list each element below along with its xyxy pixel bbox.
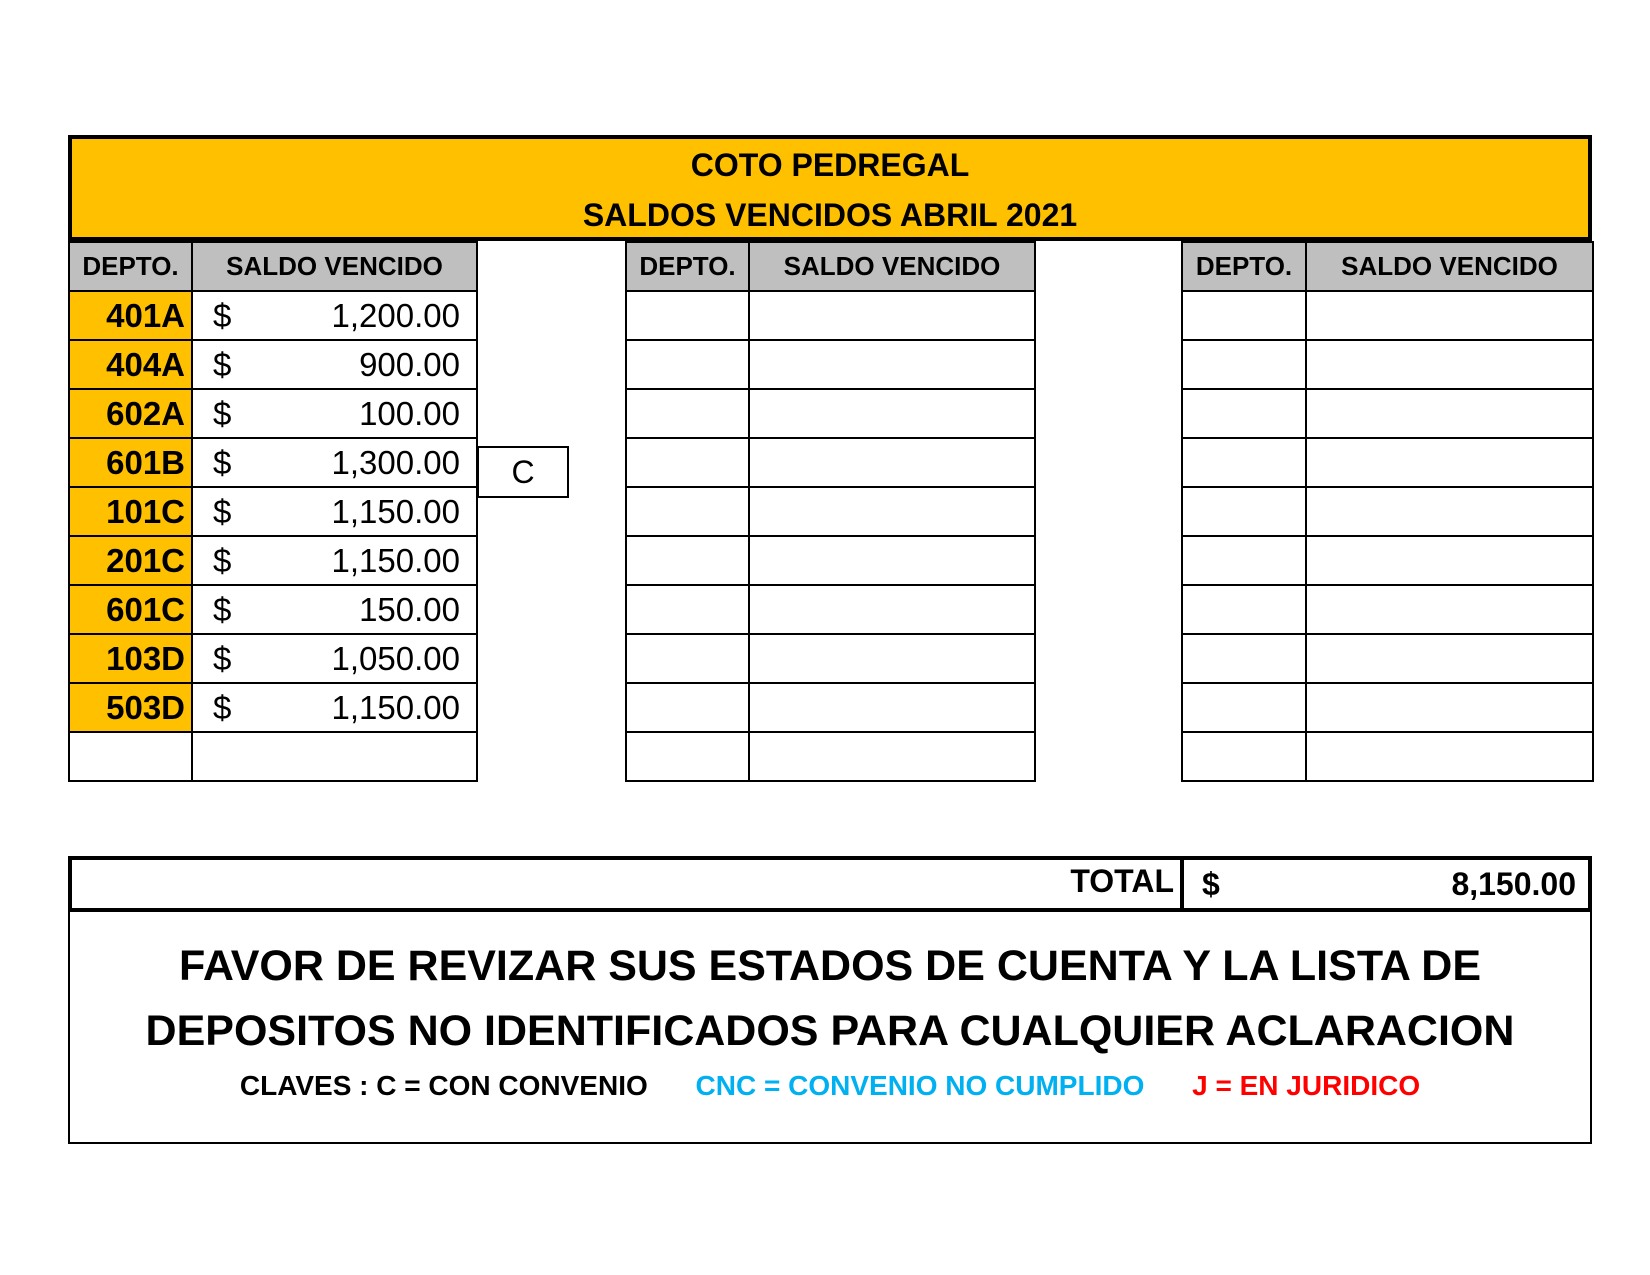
- empty-cell: [749, 732, 1035, 781]
- table-row: [69, 340, 477, 389]
- empty-cell: [1182, 340, 1306, 389]
- legend-j: J = EN JURIDICO: [1192, 1070, 1421, 1101]
- legend-claves: [70, 1070, 1590, 1102]
- table-row: [69, 487, 477, 536]
- table-row-empty: [1182, 732, 1593, 781]
- empty-cell: [749, 634, 1035, 683]
- balance-table-2: [625, 241, 1036, 782]
- table-row-empty: [69, 732, 477, 781]
- table-row-empty: [1182, 683, 1593, 732]
- currency-sign: $: [213, 296, 232, 334]
- message-box: [68, 912, 1592, 1144]
- col-header-depto: DEPTO.: [1182, 242, 1306, 291]
- table-row-empty: [626, 634, 1035, 683]
- empty-cell: [749, 389, 1035, 438]
- empty-cell: [626, 389, 749, 438]
- empty-cell: [1306, 683, 1593, 732]
- table-row-empty: [626, 389, 1035, 438]
- table-row: [69, 291, 477, 340]
- table-row: [69, 634, 477, 683]
- depto-cell: 602A: [69, 389, 192, 438]
- total-label: TOTAL: [68, 856, 1184, 912]
- sheet-title: COTO PEDREGAL: [690, 147, 970, 183]
- row-note-601b: C: [477, 446, 569, 498]
- saldo-cell: [192, 683, 477, 732]
- empty-cell: [192, 732, 477, 781]
- table-row: [69, 438, 477, 487]
- depto-cell: 103D: [69, 634, 192, 683]
- message-line-2: DEPOSITOS NO IDENTIFICADOS PARA CUALQUIER ACLARACION: [145, 1007, 1515, 1055]
- table-row-empty: [1182, 487, 1593, 536]
- empty-cell: [1182, 634, 1306, 683]
- currency-sign: $: [213, 345, 232, 383]
- empty-cell: [1306, 291, 1593, 340]
- currency-sign: $: [213, 394, 232, 432]
- empty-cell: [1182, 732, 1306, 781]
- amount-value: 1,150.00: [331, 492, 460, 530]
- table-row-empty: [1182, 536, 1593, 585]
- empty-cell: [1306, 340, 1593, 389]
- message-line-1: FAVOR DE REVIZAR SUS ESTADOS DE CUENTA Y LA LISTA DE: [178, 942, 1482, 990]
- saldo-cell: [192, 340, 477, 389]
- saldo-cell: [192, 536, 477, 585]
- total-currency: $: [1202, 866, 1220, 902]
- empty-cell: [749, 487, 1035, 536]
- empty-cell: [1306, 438, 1593, 487]
- depto-cell: 601C: [69, 585, 192, 634]
- empty-cell: [1182, 683, 1306, 732]
- currency-sign: $: [213, 639, 232, 677]
- empty-cell: [1306, 487, 1593, 536]
- col-header-depto: DEPTO.: [69, 242, 192, 291]
- depto-cell: 404A: [69, 340, 192, 389]
- empty-cell: [1182, 291, 1306, 340]
- table-row-empty: [626, 536, 1035, 585]
- table-row-empty: [626, 438, 1035, 487]
- depto-cell: 601B: [69, 438, 192, 487]
- empty-cell: [626, 536, 749, 585]
- amount-value: 100.00: [359, 394, 460, 432]
- empty-cell: [1306, 732, 1593, 781]
- empty-cell: [626, 732, 749, 781]
- depto-cell: 201C: [69, 536, 192, 585]
- empty-cell: [1182, 438, 1306, 487]
- table-row-empty: [626, 291, 1035, 340]
- empty-cell: [749, 291, 1035, 340]
- empty-cell: [1306, 634, 1593, 683]
- empty-cell: [69, 732, 192, 781]
- table-row-empty: [1182, 585, 1593, 634]
- empty-cell: [1306, 585, 1593, 634]
- table-row: [69, 585, 477, 634]
- saldo-cell: [192, 291, 477, 340]
- saldo-cell: [192, 487, 477, 536]
- col-header-depto: DEPTO.: [626, 242, 749, 291]
- table-row-empty: [626, 683, 1035, 732]
- col-header-saldo: SALDO VENCIDO: [749, 242, 1035, 291]
- table-row-empty: [1182, 438, 1593, 487]
- currency-sign: $: [213, 688, 232, 726]
- empty-cell: [749, 536, 1035, 585]
- table-row: [69, 536, 477, 585]
- table-row-empty: [1182, 634, 1593, 683]
- empty-cell: [749, 438, 1035, 487]
- table-row-empty: [1182, 340, 1593, 389]
- saldo-cell: [192, 585, 477, 634]
- col-header-saldo: SALDO VENCIDO: [192, 242, 477, 291]
- legend-c: CLAVES : C = CON CONVENIO: [239, 1070, 648, 1101]
- empty-cell: [626, 438, 749, 487]
- empty-cell: [1182, 536, 1306, 585]
- table-row-empty: [1182, 389, 1593, 438]
- empty-cell: [1182, 585, 1306, 634]
- amount-value: 1,200.00: [331, 296, 460, 334]
- table-row-empty: [1182, 291, 1593, 340]
- empty-cell: [749, 585, 1035, 634]
- table-row-empty: [626, 340, 1035, 389]
- empty-cell: [626, 340, 749, 389]
- table-row: [69, 683, 477, 732]
- saldo-cell: [192, 438, 477, 487]
- amount-value: 1,150.00: [331, 541, 460, 579]
- amount-value: 1,300.00: [331, 443, 460, 481]
- empty-cell: [626, 634, 749, 683]
- empty-cell: [626, 683, 749, 732]
- sheet-subtitle: SALDOS VENCIDOS ABRIL 2021: [582, 197, 1078, 233]
- empty-cell: [1182, 487, 1306, 536]
- currency-sign: $: [213, 443, 232, 481]
- currency-sign: $: [213, 492, 232, 530]
- amount-value: 1,050.00: [331, 639, 460, 677]
- table-row-empty: [626, 487, 1035, 536]
- table-row-empty: [626, 585, 1035, 634]
- col-header-saldo: SALDO VENCIDO: [1306, 242, 1593, 291]
- empty-cell: [749, 340, 1035, 389]
- depto-cell: 401A: [69, 291, 192, 340]
- amount-value: 150.00: [359, 590, 460, 628]
- legend-cnc: CNC = CONVENIO NO CUMPLIDO: [695, 1070, 1145, 1101]
- depto-cell: 101C: [69, 487, 192, 536]
- table-row: [69, 389, 477, 438]
- currency-sign: $: [213, 590, 232, 628]
- depto-cell: 503D: [69, 683, 192, 732]
- empty-cell: [1182, 389, 1306, 438]
- balance-table-1: [68, 241, 478, 782]
- amount-value: 1,150.00: [331, 688, 460, 726]
- amount-value: 900.00: [359, 345, 460, 383]
- empty-cell: [1306, 389, 1593, 438]
- total-amount: 8,150.00: [1451, 866, 1576, 902]
- saldo-cell: [192, 634, 477, 683]
- balance-table-3: [1181, 241, 1594, 782]
- empty-cell: [1306, 536, 1593, 585]
- currency-sign: $: [213, 541, 232, 579]
- empty-cell: [749, 683, 1035, 732]
- table-row-empty: [626, 732, 1035, 781]
- empty-cell: [626, 487, 749, 536]
- saldo-cell: [192, 389, 477, 438]
- title-banner: [68, 135, 1592, 241]
- empty-cell: [626, 585, 749, 634]
- empty-cell: [626, 291, 749, 340]
